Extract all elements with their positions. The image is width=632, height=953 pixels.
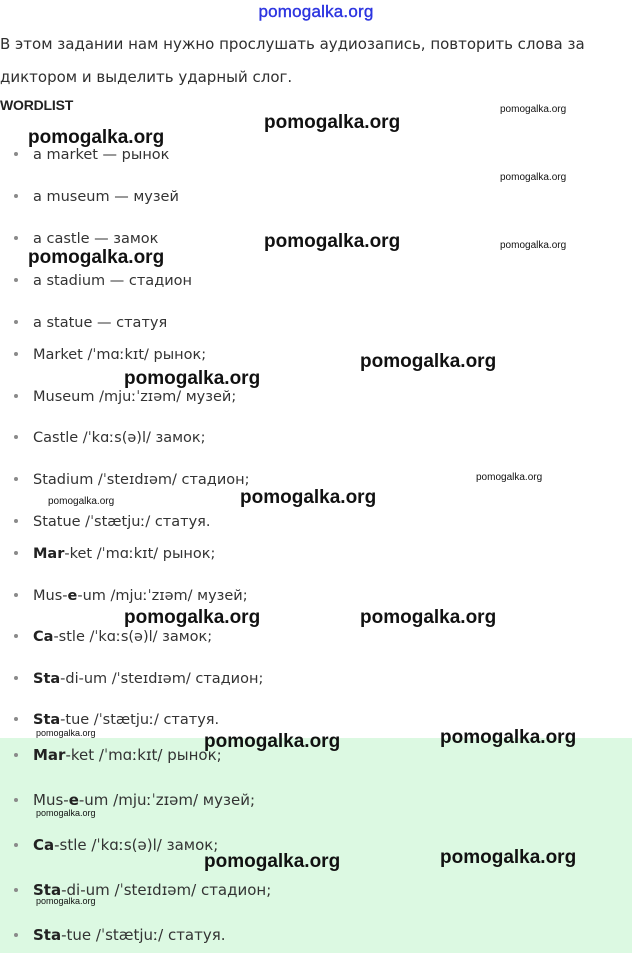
list-item bbox=[14, 791, 255, 809]
word-text: a museum — музей bbox=[33, 189, 179, 205]
list-item bbox=[14, 588, 248, 604]
syllable-text: -ket /ˈmɑːkɪt/ рынок; bbox=[65, 746, 222, 764]
watermark: pomogalka.org bbox=[28, 127, 165, 148]
word-text: a market — рынок bbox=[33, 147, 170, 163]
watermark: pomogalka.org bbox=[204, 851, 341, 872]
syllable-text: -di-um /ˈsteɪdɪəm/ стадион; bbox=[60, 671, 264, 687]
bullet-icon bbox=[14, 394, 18, 398]
stressed-syllable: e bbox=[68, 791, 79, 809]
bullet-icon bbox=[14, 843, 18, 847]
watermark: pomogalka.org bbox=[476, 472, 543, 483]
syllable-text: -tue /ˈstætjuː/ статуя. bbox=[60, 712, 220, 728]
list-item bbox=[14, 430, 206, 446]
bullet-icon bbox=[14, 435, 18, 439]
watermark: pomogalka.org bbox=[500, 104, 567, 115]
list-item bbox=[14, 472, 249, 488]
bullet-icon bbox=[14, 717, 18, 721]
bullet-icon bbox=[14, 551, 18, 555]
list-item bbox=[14, 836, 218, 854]
watermark: pomogalka.org bbox=[360, 351, 497, 372]
transcription-text: Stadium /ˈsteɪdɪəm/ стадион; bbox=[33, 472, 250, 488]
list-item bbox=[14, 231, 158, 247]
bullet-icon bbox=[14, 676, 18, 680]
stressed-syllable: Mar bbox=[33, 746, 66, 764]
transcription-text: Market /ˈmɑːkɪt/ рынок; bbox=[33, 347, 207, 363]
bullet-icon bbox=[14, 352, 18, 356]
list-item bbox=[14, 629, 212, 645]
transcription-text: Castle /ˈkɑːs(ə)l/ замок; bbox=[33, 430, 206, 446]
bullet-icon bbox=[14, 634, 18, 638]
syllable-text: -um /mjuːˈzɪəm/ музей; bbox=[78, 791, 256, 809]
syllable-text: Mus- bbox=[33, 791, 69, 809]
watermark: pomogalka.org bbox=[36, 896, 96, 906]
list-item bbox=[14, 926, 226, 944]
list-item bbox=[14, 546, 215, 562]
list-item bbox=[14, 273, 192, 289]
watermark: pomogalka.org bbox=[124, 607, 261, 628]
bullet-icon bbox=[14, 278, 18, 282]
watermark: pomogalka.org bbox=[124, 368, 261, 389]
stressed-syllable: Sta bbox=[33, 881, 62, 899]
list-item bbox=[14, 389, 236, 405]
syllable-text: -ket /ˈmɑːkɪt/ рынок; bbox=[64, 546, 216, 562]
watermark: pomogalka.org bbox=[264, 112, 401, 133]
list-item bbox=[14, 147, 169, 163]
syllable-text: Mus- bbox=[33, 588, 68, 604]
watermark: pomogalka.org bbox=[240, 487, 377, 508]
wordlist-heading: WORDLIST bbox=[0, 97, 74, 113]
watermark: pomogalka.org bbox=[440, 847, 577, 868]
watermark: pomogalka.org bbox=[440, 727, 577, 748]
syllable-text: -tue /ˈstætjuː/ статуя. bbox=[61, 926, 226, 944]
syllable-text: -stle /ˈkɑːs(ə)l/ замок; bbox=[53, 629, 213, 645]
syllable-text: -di-um /ˈsteɪdɪəm/ стадион; bbox=[61, 881, 272, 899]
bullet-icon bbox=[14, 477, 18, 481]
watermark: pomogalka.org bbox=[360, 607, 497, 628]
stressed-syllable: Mar bbox=[33, 546, 65, 562]
word-text: a statue — статуя bbox=[33, 315, 168, 331]
watermark: pomogalka.org bbox=[48, 496, 115, 507]
list-item bbox=[14, 315, 167, 331]
watermark: pomogalka.org bbox=[264, 231, 401, 252]
site-logo[interactable]: pomogalka.org bbox=[258, 2, 374, 21]
watermark: pomogalka.org bbox=[36, 808, 96, 818]
stressed-syllable: Sta bbox=[33, 926, 62, 944]
syllable-text: -um /mjuːˈzɪəm/ музей; bbox=[77, 588, 248, 604]
intro-text: В этом задании нам нужно прослушать аудиозапись, повторить слова за диктором и выделить ударный слог. bbox=[0, 35, 585, 86]
bullet-icon bbox=[14, 933, 18, 937]
watermark: pomogalka.org bbox=[28, 247, 165, 268]
syllable-text: -stle /ˈkɑːs(ə)l/ замок; bbox=[54, 836, 219, 854]
bullet-icon bbox=[14, 519, 18, 523]
list-item bbox=[14, 671, 263, 687]
stressed-syllable: e bbox=[67, 588, 78, 604]
stressed-syllable: Sta bbox=[33, 712, 61, 728]
answer-box bbox=[0, 738, 632, 953]
bullet-icon bbox=[14, 152, 18, 156]
bullet-icon bbox=[14, 194, 18, 198]
list-item bbox=[14, 746, 222, 764]
bullet-icon bbox=[14, 320, 18, 324]
stressed-syllable: Ca bbox=[33, 836, 55, 854]
list-item bbox=[14, 712, 219, 728]
transcription-text: Statue /ˈstætjuː/ статуя. bbox=[33, 514, 211, 530]
word-text: a castle — замок bbox=[33, 231, 159, 247]
watermark: pomogalka.org bbox=[204, 731, 341, 752]
list-item bbox=[14, 514, 210, 530]
bullet-icon bbox=[14, 236, 18, 240]
transcription-text: Museum /mjuːˈzɪəm/ музей; bbox=[33, 389, 237, 405]
list-item bbox=[14, 347, 206, 363]
bullet-icon bbox=[14, 753, 18, 757]
watermark: pomogalka.org bbox=[500, 172, 567, 183]
bullet-icon bbox=[14, 593, 18, 597]
bullet-icon bbox=[14, 798, 18, 802]
watermark: pomogalka.org bbox=[36, 728, 96, 738]
stressed-syllable: Sta bbox=[33, 671, 61, 687]
watermark: pomogalka.org bbox=[500, 240, 567, 251]
bullet-icon bbox=[14, 888, 18, 892]
stressed-syllable: Ca bbox=[33, 629, 54, 645]
word-text: a stadium — стадион bbox=[33, 273, 192, 289]
list-item bbox=[14, 189, 179, 205]
